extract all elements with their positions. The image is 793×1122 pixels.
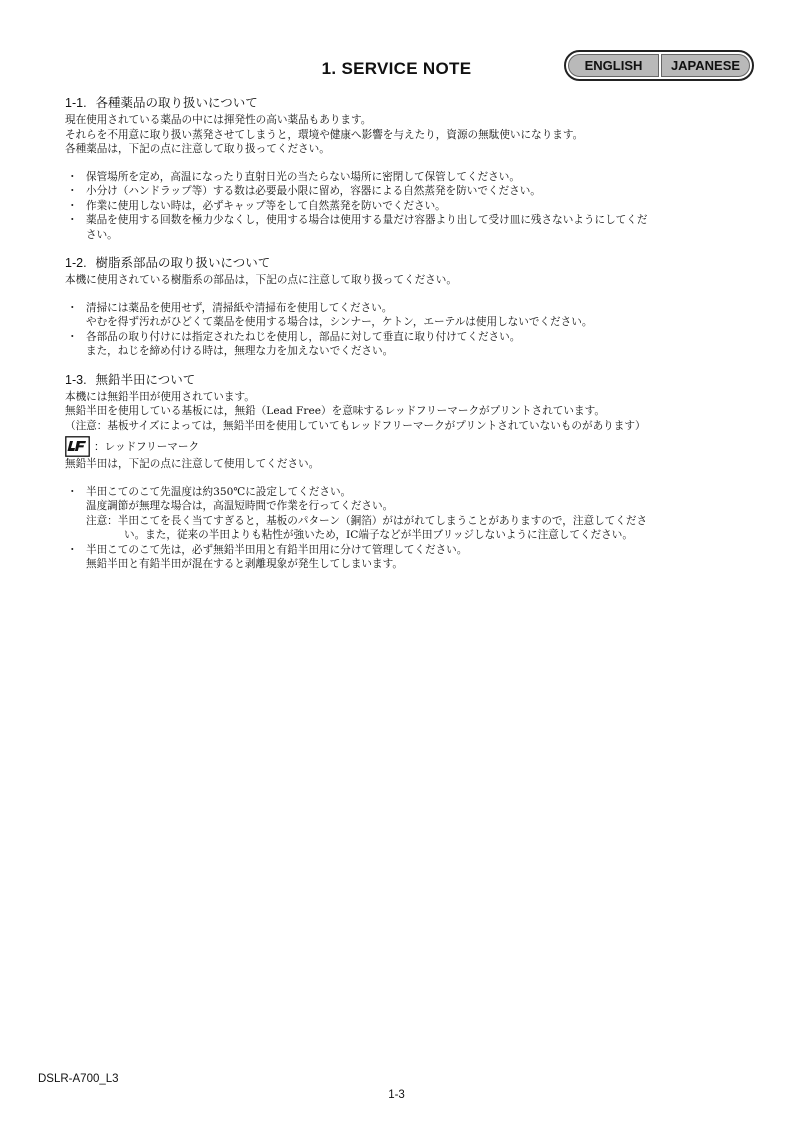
caution-note: 注意：半田こてを長く当てすぎると，基板のパターン（銅箔）がはがれてしまうことがありますので，注意してくださ	[86, 514, 648, 527]
paragraph: 無鉛半田を使用している基板には，無鉛（Lead Free）を意味するレッドフリーマークがプリントされています。	[65, 405, 605, 417]
bullet: ・	[67, 199, 78, 212]
document-body	[65, 94, 735, 572]
section-lead-free-solder	[65, 371, 735, 572]
list-item: ・ 小分け（ハンドラップ等）する数は必要最小限に留め，容器による自然蒸発を防いでください。	[67, 185, 541, 197]
paragraph: 現在使用されている薬品の中には揮発性の高い薬品もあります。	[65, 114, 372, 126]
bullet-list	[65, 485, 735, 572]
section-number: 1-2.	[65, 256, 87, 270]
section-heading	[65, 94, 735, 112]
language-switch	[564, 50, 754, 81]
paragraph: （注意：基板サイズによっては，無鉛半田を使用していてもレッドフリーマークがプリントされていないものがあります）	[65, 419, 646, 432]
bullet: ・	[67, 330, 78, 343]
section-resin-parts	[65, 254, 735, 359]
paragraph: 本機には無鉛半田が使用されています。	[65, 390, 255, 403]
bullet: ・	[67, 301, 78, 314]
section-title: 樹脂系部品の取り扱いについて	[95, 255, 271, 270]
japanese-button[interactable]: JAPANESE	[661, 54, 750, 77]
section-heading	[65, 254, 735, 272]
lead-free-mark-label: ：レッドフリーマーク	[94, 440, 200, 453]
list-item: ・ 保管場所を定め，高温になったり直射日光の当たらない場所に密閉して保管してください。	[67, 170, 520, 183]
paragraph: 本機に使用されている樹脂系の部品は，下記の点に注意して取り扱ってください。	[65, 274, 457, 286]
page-number: 1-3	[388, 1089, 405, 1101]
bullet-list	[65, 170, 735, 243]
model-code: DSLR-A700_L3	[38, 1073, 119, 1085]
page-title: 1. SERVICE NOTE	[321, 59, 472, 78]
lead-free-mark-legend	[65, 435, 735, 457]
section-chemicals	[65, 94, 735, 242]
list-item: ・ 薬品を使用する回数を極力少なくし，使用する場合は使用する量だけ容器より出して受け皿に残さないようにしてくだ さい。	[67, 214, 648, 241]
bullet-list	[65, 301, 735, 359]
lead-free-mark-icon	[65, 436, 90, 457]
list-item: ・ 半田こてのこて先は，必ず無鉛半田用と有鉛半田用に分けて管理してください。 無鉛半田と有鉛半田が混在すると剥離現象が発生してしまいます。	[67, 543, 468, 570]
paragraph: 各種薬品は，下記の点に注意して取り扱ってください。	[65, 143, 330, 155]
english-button[interactable]: ENGLISH	[568, 54, 659, 77]
list-item: ・ 半田こてのこて先温度は約350℃に設定してください。 温度調節が無理な場合は，高温短時間で作業を行ってください。 注意：半田こてを長く当てすぎると，基板のパターン（銅箔）がはがれてしまうことがありますので，注意してくださ い。また，従来の半田よりも粘性が強いため，IC端子などが半田ブリッジしないように注意してください。	[65, 485, 735, 543]
bullet: ・	[67, 214, 78, 226]
bullet: ・	[67, 543, 78, 556]
section-title: 無鉛半田について	[95, 371, 196, 387]
section-number: 1-3.	[65, 372, 87, 387]
section-title: 各種薬品の取り扱いについて	[95, 95, 258, 110]
section-number: 1-1.	[65, 96, 87, 110]
list-item: ・ 清掃には薬品を使用せず，清掃紙や清掃布を使用してください。 やむを得ず汚れがひどくて薬品を使用する場合は，シンナー，ケトン，エーテルは使用しないでください。	[67, 301, 593, 328]
bullet: ・	[67, 485, 78, 498]
paragraph: それらを不用意に取り扱い蒸発させてしまうと，環境や健康へ影響を与えたり，資源の無駄使いになります。	[65, 128, 584, 141]
list-item: ・ 作業に使用しない時は，必ずキャップ等をして自然蒸発を防いでください。	[67, 199, 446, 212]
bullet: ・	[67, 185, 78, 197]
paragraph: 無鉛半田は，下記の点に注意して使用してください。	[65, 458, 320, 470]
bullet: ・	[67, 170, 78, 183]
list-item: ・ 各部品の取り付けには指定されたねじを使用し，部品に対して垂直に取り付けてください。 また，ねじを締め付ける時は，無理な力を加えないでください。	[67, 330, 521, 357]
section-heading	[65, 371, 735, 389]
